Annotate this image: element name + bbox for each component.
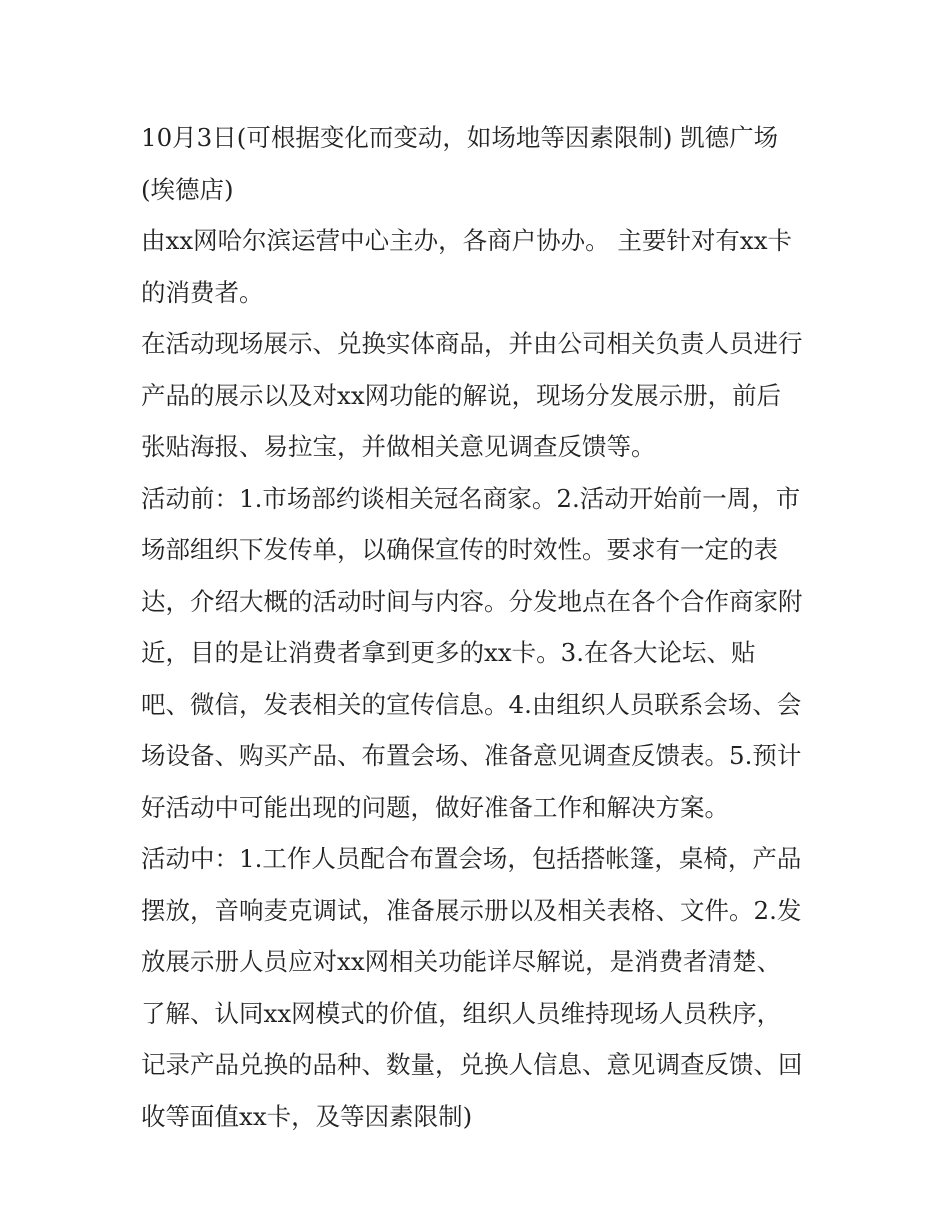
paragraph-event-time-location: 10月3日(可根据变化而变动，如场地等因素限制) 凯德广场 (埃德店) — [141, 123, 779, 204]
document-body — [141, 112, 821, 1142]
paragraph-organizer: 由xx网哈尔滨运营中心主办，各商户协办。 主要针对有xx卡 的消费者。 — [141, 226, 793, 307]
paragraph-during-activity: 活动中：1.工作人员配合布置会场，包括搭帐篷，桌椅，产品 摆放，音响麦克调试，准备展示册以及相关表格、文件。2.发 放展示册人员应对xx网相关功能详尽解说，是消费者清楚、 了解、认同xx网模式的价值，组织人员维持现场人员秩序， 记录产品兑换的品种、数量，兑换人信息、意见调查反馈、回 收等面值xx卡，及等因素限制) — [141, 844, 803, 1131]
paragraph-before-activity: 活动前：1.市场部约谈相关冠名商家。2.活动开始前一周，市 场部组织下发传单，以确保宣传的时效性。要求有一定的表 达，介绍大概的活动时间与内容。分发地点在各个合作商家附 近，目的是让消费者拿到更多的xx卡。3.在各大论坛、贴 吧、微信，发表相关的宣传信息。4.由组织人员联系会场、会 场设备、购买产品、布置会场、准备意见调查反馈表。5.预计 好活动中可能出现的问题，做好准备工作和解决方案。 — [141, 483, 803, 822]
paragraph-activity-content: 在活动现场展示、兑换实体商品，并由公司相关负责人员进行 产品的展示以及对xx网功能的解说，现场分发展示册，前后 张贴海报、易拉宝，并做相关意见调查反馈等。 — [141, 329, 803, 461]
